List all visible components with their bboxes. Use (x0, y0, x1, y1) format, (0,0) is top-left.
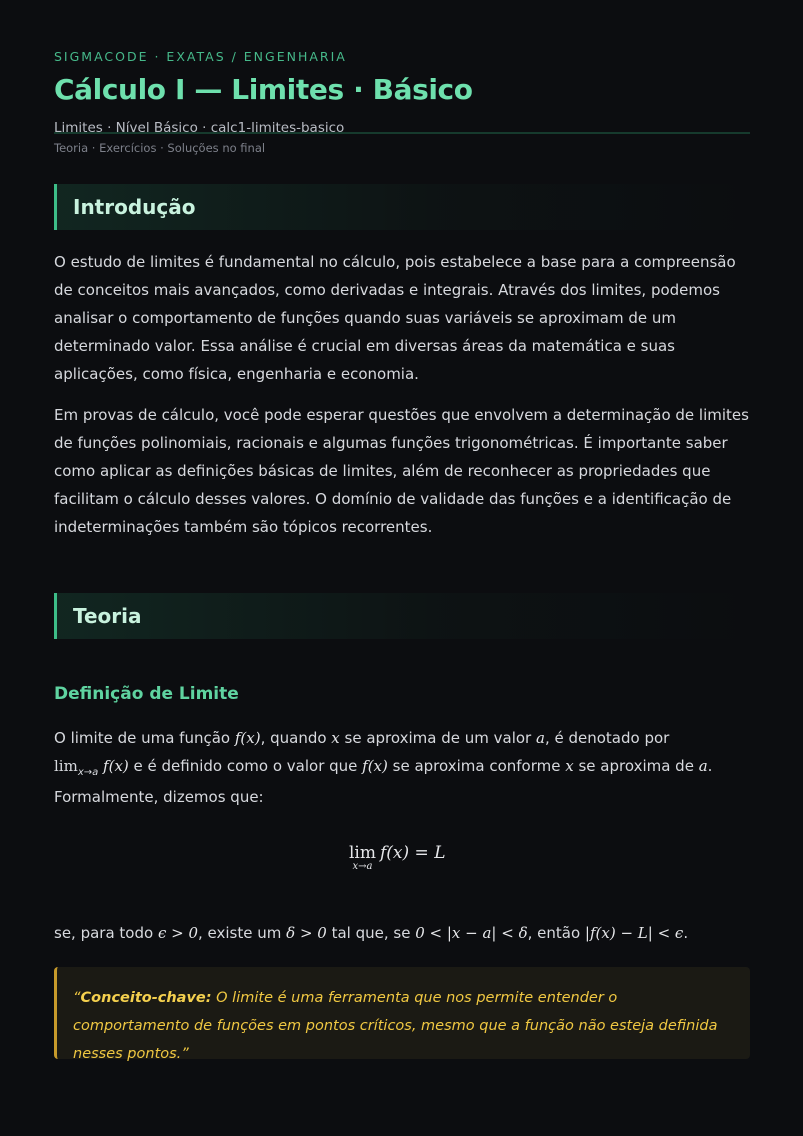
text-run: se, para todo (54, 924, 158, 942)
page-title: Cálculo I — Limites · Básico (54, 73, 473, 106)
limit-subscript: x→a (352, 861, 373, 872)
text-run: , existe um (198, 924, 287, 942)
math-x: x (331, 729, 340, 747)
document-header (54, 0, 750, 155)
text-run: , quando (260, 729, 332, 747)
text-run: . (683, 924, 689, 942)
display-equation (54, 833, 750, 907)
intro-paragraph-2: Em provas de cálculo, você pode esperar questões que envolvem a determinação de limites de funções polinomiais, racionais e algumas funções trigonométricas. É importante saber como aplicar as definições básicas de limites, além de reconhecer as propriedades que facilitam o cálculo desses valores. O domínio de validade das funções e a identificação de indeterminações também são tópicos recorrentes. (54, 406, 749, 536)
text-run: Formalmente, dizemos que: (54, 788, 264, 806)
math-fx: f(x) (362, 757, 388, 775)
section-heading-label: Teoria (73, 604, 142, 628)
meta-line: Teoria · Exercícios · Soluções no final (54, 141, 266, 155)
math-lim: lim (54, 757, 78, 775)
text-run: O limite de uma função (54, 729, 235, 747)
text-run: se aproxima de (573, 757, 699, 775)
text-run: se aproxima de um valor (339, 729, 536, 747)
text-run: , então (527, 924, 585, 942)
math-lim-subscript: x→a (77, 767, 99, 778)
math-epsilon: ϵ > 0 (157, 924, 199, 942)
limit-operator (349, 843, 376, 871)
section-heading-teoria (54, 593, 750, 639)
callout-quote: “ (73, 990, 81, 1006)
key-concept-callout (54, 967, 750, 1062)
math-inequality-2: |f(x) − L| < ϵ (584, 924, 684, 942)
callout-label: Conceito-chave: (80, 990, 212, 1006)
condition-paragraph (54, 919, 750, 947)
subtitle: Limites · Nível Básico · calc1-limites-basico (54, 120, 345, 136)
section-heading-introducao (54, 184, 750, 230)
kicker: SIGMACODE · EXATAS / ENGENHARIA (54, 49, 347, 64)
math-a: a (535, 729, 545, 747)
subheading-definicao: Definição de Limite (54, 684, 239, 704)
text-run: e é definido como o valor que (128, 757, 363, 775)
definition-paragraph (54, 724, 750, 811)
math-x: x (565, 757, 574, 775)
math-lim-fx: f(x) (98, 757, 129, 775)
math-a: a (698, 757, 708, 775)
limit-expression: f(x) = L (380, 843, 446, 863)
section-heading-label: Introdução (73, 195, 196, 219)
intro-paragraph-1: O estudo de limites é fundamental no cálculo, pois estabelece a base para a compreensão de conceitos mais avançados, como derivadas e integrais. Através dos limites, podemos analisar o comportamento de funções quando suas variáveis se aproximam de um determinado valor. Essa análise é crucial em diversas áreas da matemática e suas aplicações, como física, engenharia e economia. (54, 253, 736, 383)
math-inequality-1: 0 < |x − a| < δ (415, 924, 528, 942)
limit-formula (349, 843, 469, 873)
text-run: . (707, 757, 713, 775)
text-run: tal que, se (326, 924, 416, 942)
limit-word: lim (349, 843, 376, 863)
text-run: , é denotado por (544, 729, 670, 747)
text-run: se aproxima conforme (387, 757, 566, 775)
math-fx: f(x) (234, 729, 261, 747)
callout-text: O limite é uma ferramenta que nos permite entender o comportamento de funções em pontos críticos, mesmo que a função não esteja definida nesses pontos.” (73, 990, 718, 1062)
math-delta: δ > 0 (286, 924, 327, 942)
